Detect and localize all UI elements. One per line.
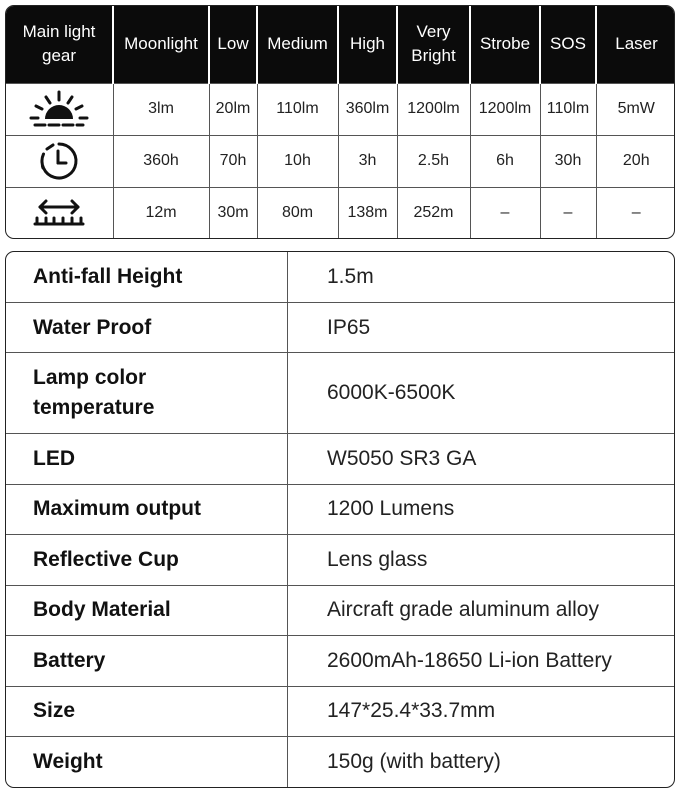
row-icon-cell [6, 83, 113, 135]
header-line: gear [41, 46, 77, 66]
value-cell: 10h [257, 135, 338, 187]
runtime-row [6, 135, 675, 187]
value-cell: 3h [338, 135, 397, 187]
spec-row [6, 302, 674, 352]
header-line: Very [416, 22, 451, 42]
spec-label: Size [6, 686, 288, 736]
header-medium [257, 6, 338, 83]
spec-value: W5050 SR3 GA [288, 434, 675, 484]
brightness-row [6, 83, 675, 135]
value-cell: 360h [113, 135, 209, 187]
header-main-light-gear [6, 6, 113, 83]
spec-label: Anti-fall Height [6, 252, 288, 302]
header-sos [540, 6, 596, 83]
light-modes-table [5, 5, 675, 239]
spec-row [6, 686, 674, 736]
header-line: Laser [615, 34, 658, 54]
spec-value: 150g (with battery) [288, 737, 675, 788]
value-cell: 110lm [540, 83, 596, 135]
spec-row [6, 353, 674, 434]
modes-header-row [6, 6, 675, 83]
spec-value: IP65 [288, 302, 675, 352]
spec-value: 1200 Lumens [288, 484, 675, 534]
spec-label: Maximum output [6, 484, 288, 534]
value-cell: 6h [470, 135, 540, 187]
value-cell: 1200lm [470, 83, 540, 135]
value-cell: 70h [209, 135, 257, 187]
header-line: Strobe [479, 34, 531, 54]
value-cell: 30m [209, 187, 257, 239]
row-icon-cell [6, 187, 113, 239]
value-cell: 5mW [596, 83, 675, 135]
header-line: Moonlight [124, 34, 198, 54]
spec-row [6, 252, 674, 302]
spec-value: 1.5m [327, 264, 374, 288]
spec-label-line: Lamp color [33, 366, 147, 390]
value-cell: 12m [113, 187, 209, 239]
spec-label: Water Proof [6, 302, 288, 352]
value-cell: 20lm [209, 83, 257, 135]
spec-value: 147*25.4*33.7mm [288, 686, 675, 736]
spec-value: 2600mAh-18650 Li-ion Battery [288, 636, 675, 686]
spec-value: 6000K-6500K [288, 353, 675, 434]
header-laser [596, 6, 675, 83]
spec-label: Body Material [6, 585, 288, 635]
value-cell: 360lm [338, 83, 397, 135]
header-low [209, 6, 257, 83]
header-strobe [470, 6, 540, 83]
spec-label: LED [6, 434, 288, 484]
spec-row [6, 484, 674, 534]
spec-label: Weight [6, 737, 288, 788]
header-high [338, 6, 397, 83]
value-cell: 252m [397, 187, 470, 239]
spec-label-line: temperature [33, 396, 155, 420]
spec-row [6, 737, 674, 788]
spec-row [6, 636, 674, 686]
spec-row [6, 434, 674, 484]
header-very-bright [397, 6, 470, 83]
distance-range-icon [32, 196, 86, 230]
value-cell: 1200lm [397, 83, 470, 135]
spec-label [6, 353, 288, 434]
value-cell: – [596, 187, 675, 239]
spec-value: Lens glass [288, 535, 675, 585]
spec-row [6, 535, 674, 585]
header-line: Bright [411, 46, 456, 66]
distance-row [6, 187, 675, 239]
spec-label: Battery [6, 636, 288, 686]
value-cell: – [540, 187, 596, 239]
specifications-table [5, 251, 675, 788]
header-line: High [350, 34, 385, 54]
value-cell: 110lm [257, 83, 338, 135]
row-icon-cell [6, 135, 113, 187]
spec-label: Reflective Cup [6, 535, 288, 585]
value-cell: 30h [540, 135, 596, 187]
brightness-sunrise-icon [29, 89, 89, 129]
value-cell: 2.5h [397, 135, 470, 187]
value-cell: – [470, 187, 540, 239]
spec-row [6, 585, 674, 635]
value-cell: 20h [596, 135, 675, 187]
header-line: Main light [22, 22, 96, 42]
header-line: Medium [267, 34, 328, 54]
value-cell: 3lm [113, 83, 209, 135]
spec-value: Aircraft grade aluminum alloy [288, 585, 675, 635]
runtime-clock-icon [37, 139, 81, 183]
value-cell: 138m [338, 187, 397, 239]
header-line: Low [217, 34, 249, 54]
header-moonlight [113, 6, 209, 83]
header-line: SOS [550, 34, 586, 54]
value-cell: 80m [257, 187, 338, 239]
